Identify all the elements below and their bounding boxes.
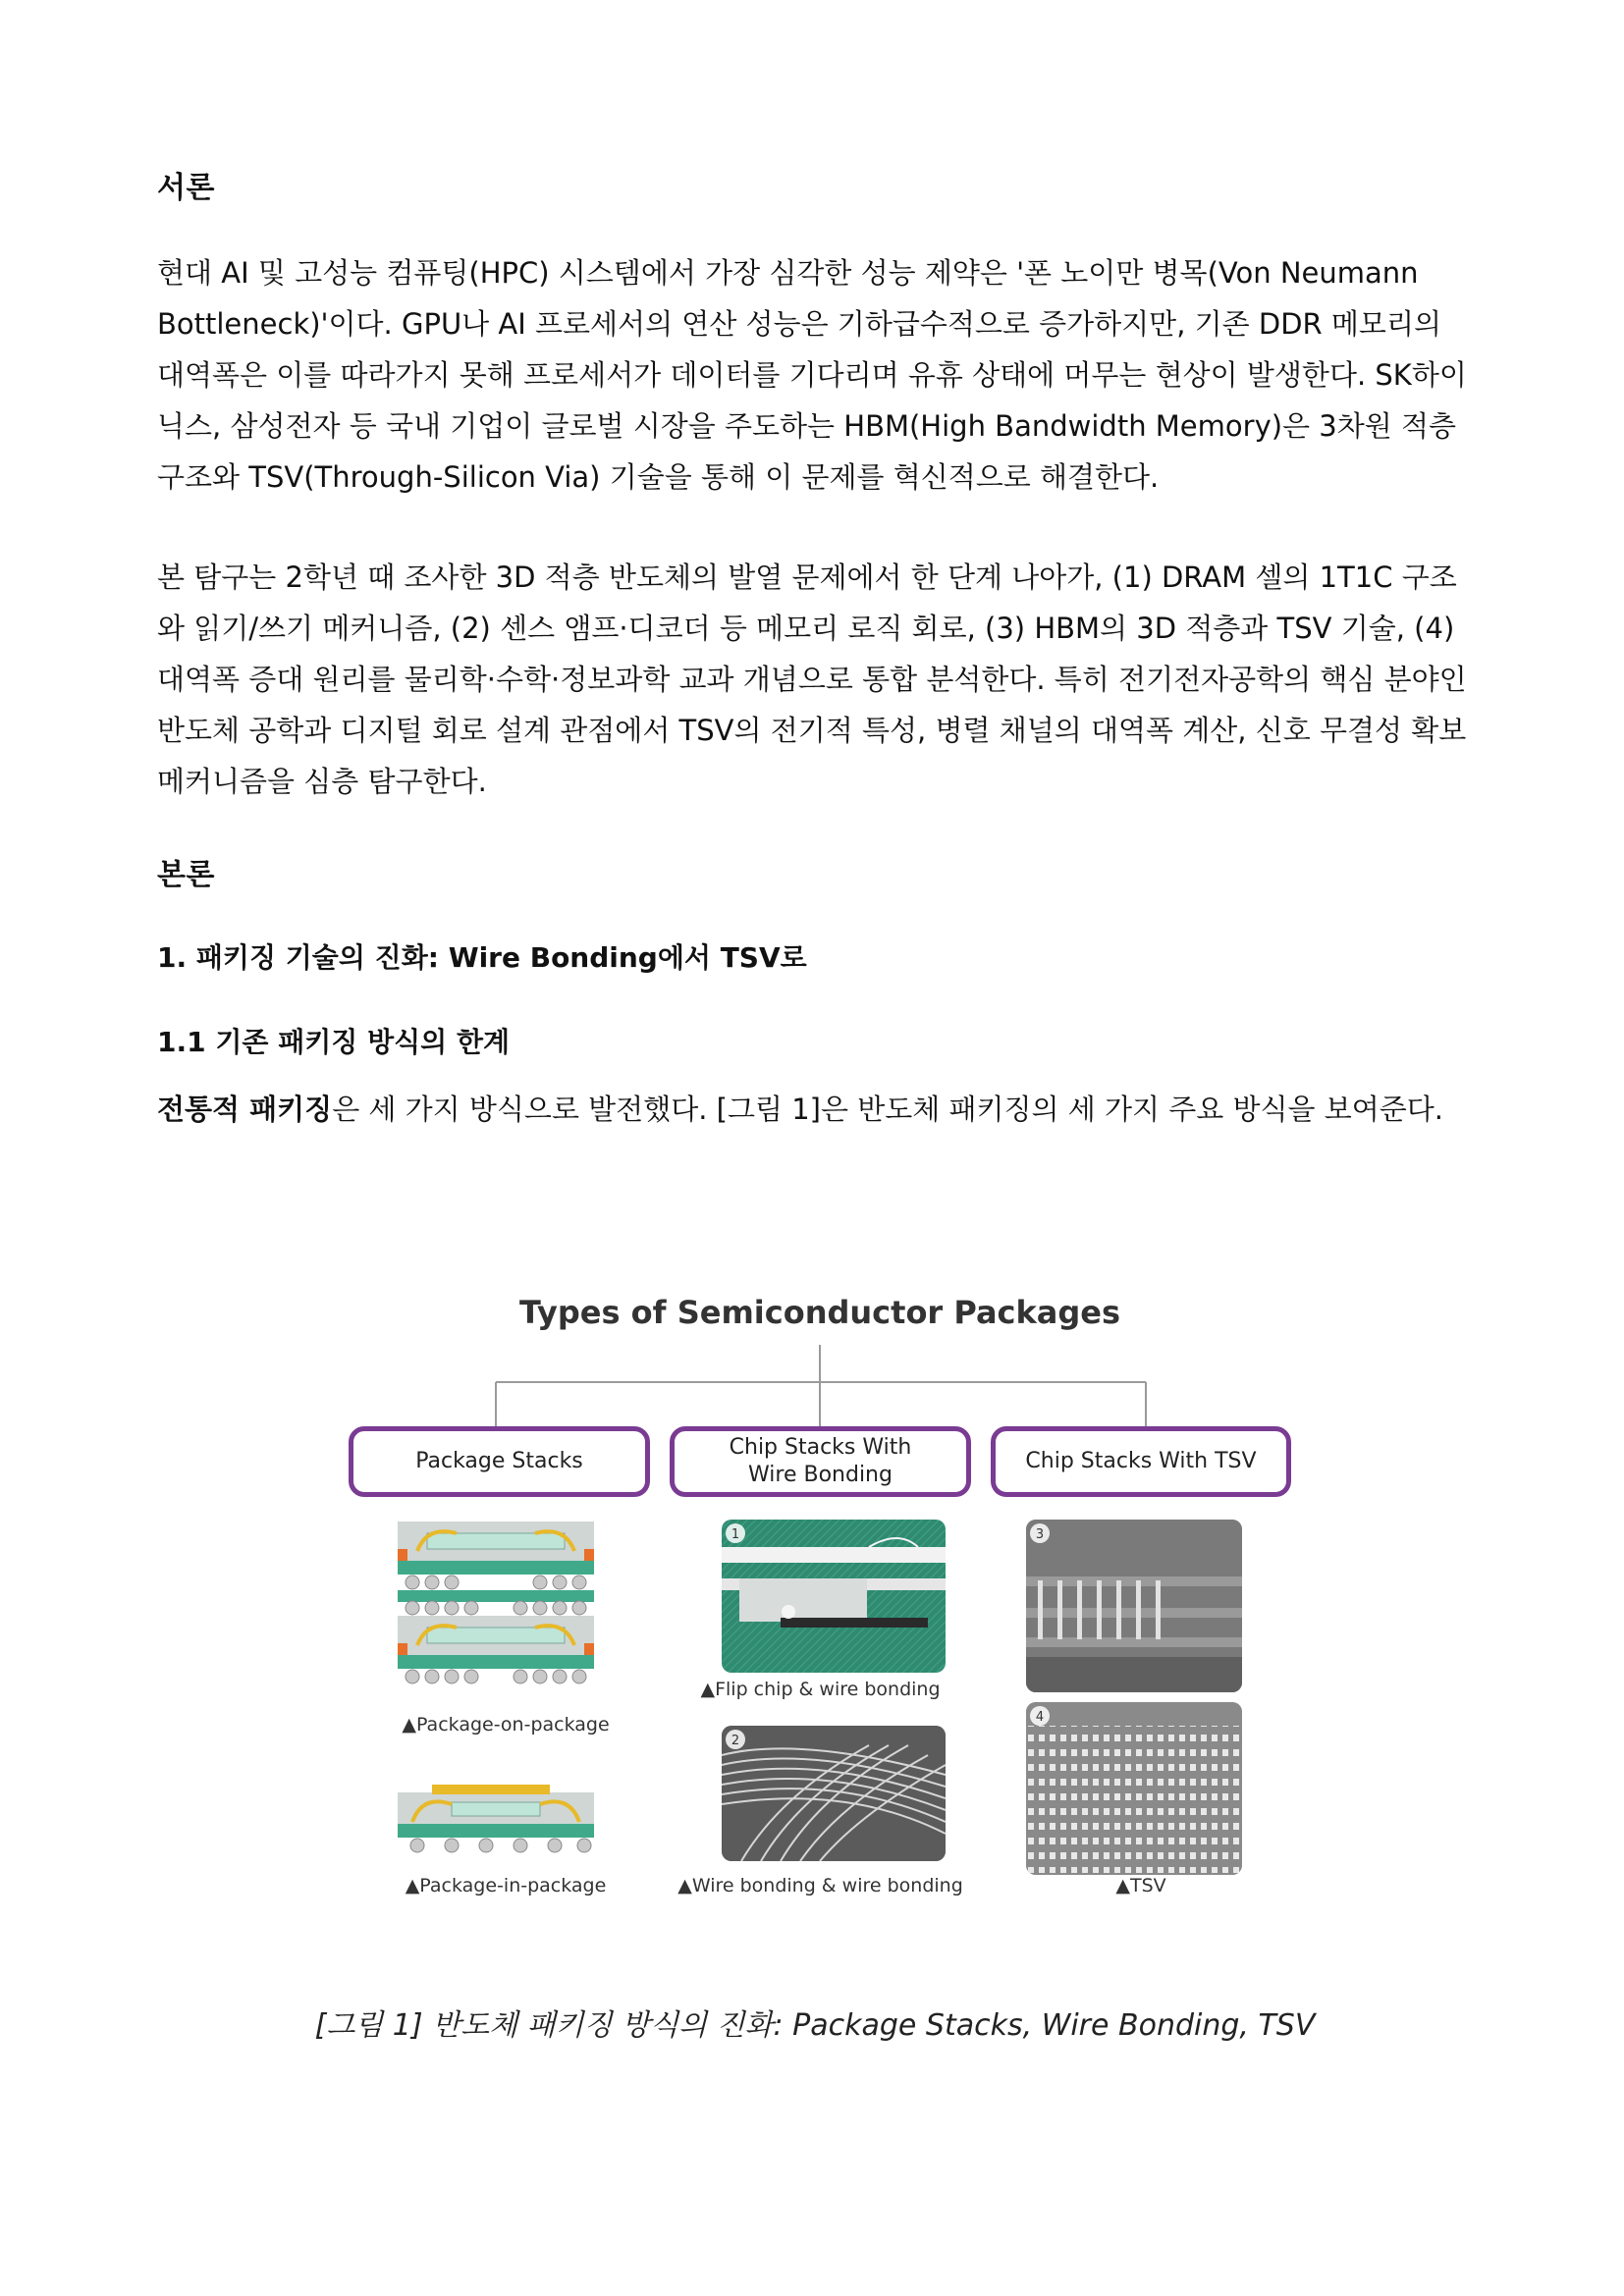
caption-package-on-package: ▲Package-on-package	[402, 1714, 610, 1735]
intro-heading: 서론	[157, 171, 215, 205]
intro-paragraph-2: 본 탐구는 2학년 때 조사한 3D 적층 반도체의 발열 문제에서 한 단계 나아가, (1) DRAM 셀의 1T1C 구조와 읽기/쓰기 메커니즘, (2) 센스 앰프·디코더 등 메모리 로직 회로, (3) HBM의 3D 적층과 TSV 기술, (4) 대역폭 증대 원리를 물리학·수학·정보과학 교과 개념으로 통합 분석한다. 특히 전기전자공학의 핵심 분야인 반도체 공학과 디지털 회로 설계 관점에서 TSV의 전기적 특성, 병렬 채널의 대역폭 계산, 신호 무결성 확보 메커니즘을 심층 탐구한다.	[157, 561, 1467, 798]
package-in-package-image	[393, 1785, 599, 1863]
intro-paragraph-1: 현대 AI 및 고성능 컴퓨팅(HPC) 시스템에서 가장 심각한 성능 제약은 '폰 노이만 병목(Von Neumann Bottleneck)'이다. GPU나 AI 프로세서의 연산 성능은 기하급수적으로 증가하지만, 기존 DDR 메모리의 대역폭은 이를 따라가지 못해 프로세서가 데이터를 기다리며 유휴 상태에 머무는 현상이 발생한다. SK하이닉스, 삼성전자 등 국내 기업이 글로벌 시장을 주도하는 HBM(High Bandwidth Memory)은 3차원 적층 구조와 TSV(Through-Silicon Via) 기술을 통해 이 문제를 혁신적으로 해결한다.	[157, 256, 1467, 494]
section-1-1-heading: 1.1 기존 패키징 방식의 한계	[157, 1026, 511, 1058]
packaging-figure	[349, 1294, 1291, 1922]
category-label: Chip Stacks With Wire Bonding	[729, 1435, 912, 1487]
tsv-sem-image-top	[1026, 1520, 1242, 1692]
badge-3: 3	[1035, 1527, 1045, 1542]
caption-wire-bonding: ▲Wire bonding & wire bonding	[677, 1875, 963, 1896]
badge-2: 2	[731, 1734, 740, 1748]
bold-term: 전통적 패키징	[157, 1093, 333, 1126]
badge-4: 4	[1035, 1710, 1045, 1725]
figure-caption: [그림 1] 반도체 패키징 방식의 진화: Package Stacks, Wire Bonding, TSV	[314, 2008, 1316, 2043]
caption-flip-chip: ▲Flip chip & wire bonding	[700, 1679, 941, 1700]
tree-connector-lines	[349, 1294, 1291, 1431]
badge-1: 1	[731, 1527, 740, 1542]
body-heading: 본론	[157, 858, 215, 892]
section-1-heading: 1. 패키징 기술의 진화: Wire Bonding에서 TSV로	[157, 941, 807, 974]
category-wire-bonding	[670, 1426, 971, 1497]
packaging-paragraph	[157, 1084, 1473, 1135]
category-label: Chip Stacks With TSV	[1025, 1449, 1257, 1473]
figure-title: Types of Semiconductor Packages	[518, 1294, 1121, 1331]
category-label: Package Stacks	[415, 1449, 583, 1473]
category-tsv	[991, 1426, 1291, 1497]
category-package-stacks	[349, 1426, 650, 1497]
flip-chip-image	[722, 1520, 946, 1673]
package-on-package-image	[388, 1522, 604, 1708]
tsv-sem-image-bottom	[1026, 1702, 1242, 1875]
caption-tsv: ▲TSV	[1115, 1875, 1166, 1896]
paragraph-text: 은 세 가지 방식으로 발전했다. [그림 1]은 반도체 패키징의 세 가지 주요 방식을 보여준다.	[332, 1093, 1444, 1126]
caption-package-in-package: ▲Package-in-package	[405, 1875, 607, 1896]
wire-bonding-image	[722, 1726, 946, 1861]
